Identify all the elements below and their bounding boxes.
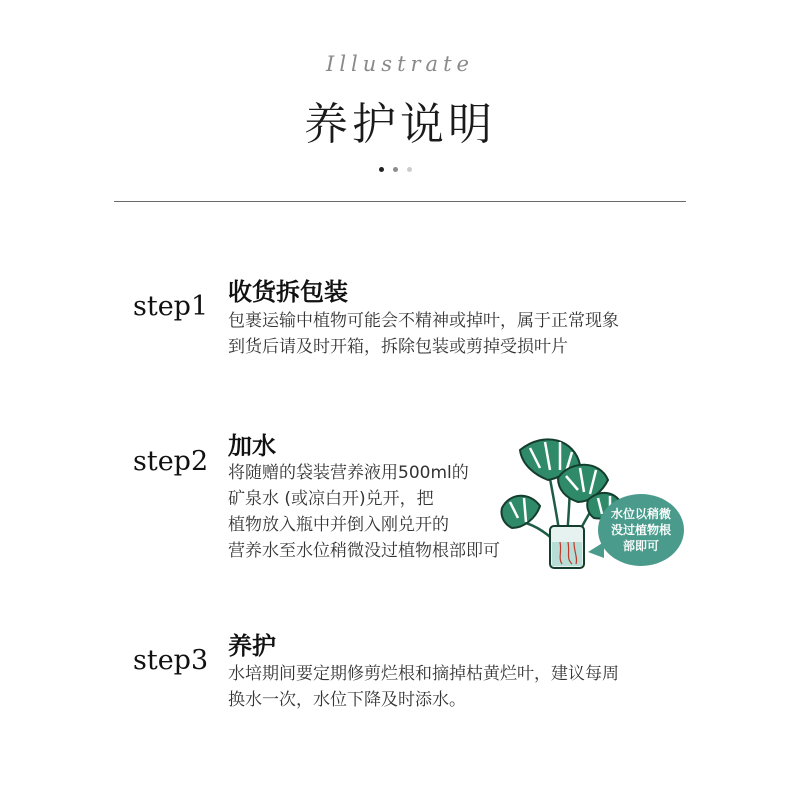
dot-1 [379, 167, 384, 172]
callout-line-1: 水位以稍微 [610, 507, 671, 521]
step-3-text [228, 661, 619, 713]
step-3-line-2: 换水一次，水位下降及时添水。 [228, 690, 466, 710]
callout-line-3: 部即可 [622, 539, 659, 553]
step-1-title: 收货拆包装 [228, 278, 348, 306]
step-1-text [228, 308, 619, 360]
step-1-line-2: 到货后请及时开箱，拆除包装或剪掉受损叶片 [228, 337, 568, 357]
step-2-text [228, 460, 500, 564]
callout-line-2: 没过植物根 [610, 523, 671, 537]
step-2-line-3: 植物放入瓶中并倒入刚兑开的 [228, 515, 449, 535]
page-subtitle: Illustrate [326, 52, 474, 76]
callout-bubble [598, 494, 684, 566]
step-2-line-4: 营养水至水位稍微没过植物根部即可 [228, 541, 500, 561]
step-2-line-1: 将随赠的袋装营养液用500ml的 [228, 463, 469, 483]
pagination-dots [379, 167, 412, 172]
page-title: 养护说明 [304, 99, 496, 150]
dot-2 [393, 167, 398, 172]
step-2-line-2: 矿泉水 (或凉白开)兑开，把 [228, 489, 434, 509]
step-2-label: step2 [133, 446, 209, 477]
step-1-line-1: 包裹运输中植物可能会不精神或掉叶，属于正常现象 [228, 311, 619, 331]
step-2-title: 加水 [228, 432, 276, 460]
step-1-label: step1 [133, 291, 209, 322]
step-3-label: step3 [133, 645, 209, 676]
step-3-line-1: 水培期间要定期修剪烂根和摘掉枯黄烂叶，建议每周 [228, 664, 619, 684]
dot-3 [407, 167, 412, 172]
header-divider [114, 201, 686, 202]
step-3-title: 养护 [228, 632, 276, 660]
